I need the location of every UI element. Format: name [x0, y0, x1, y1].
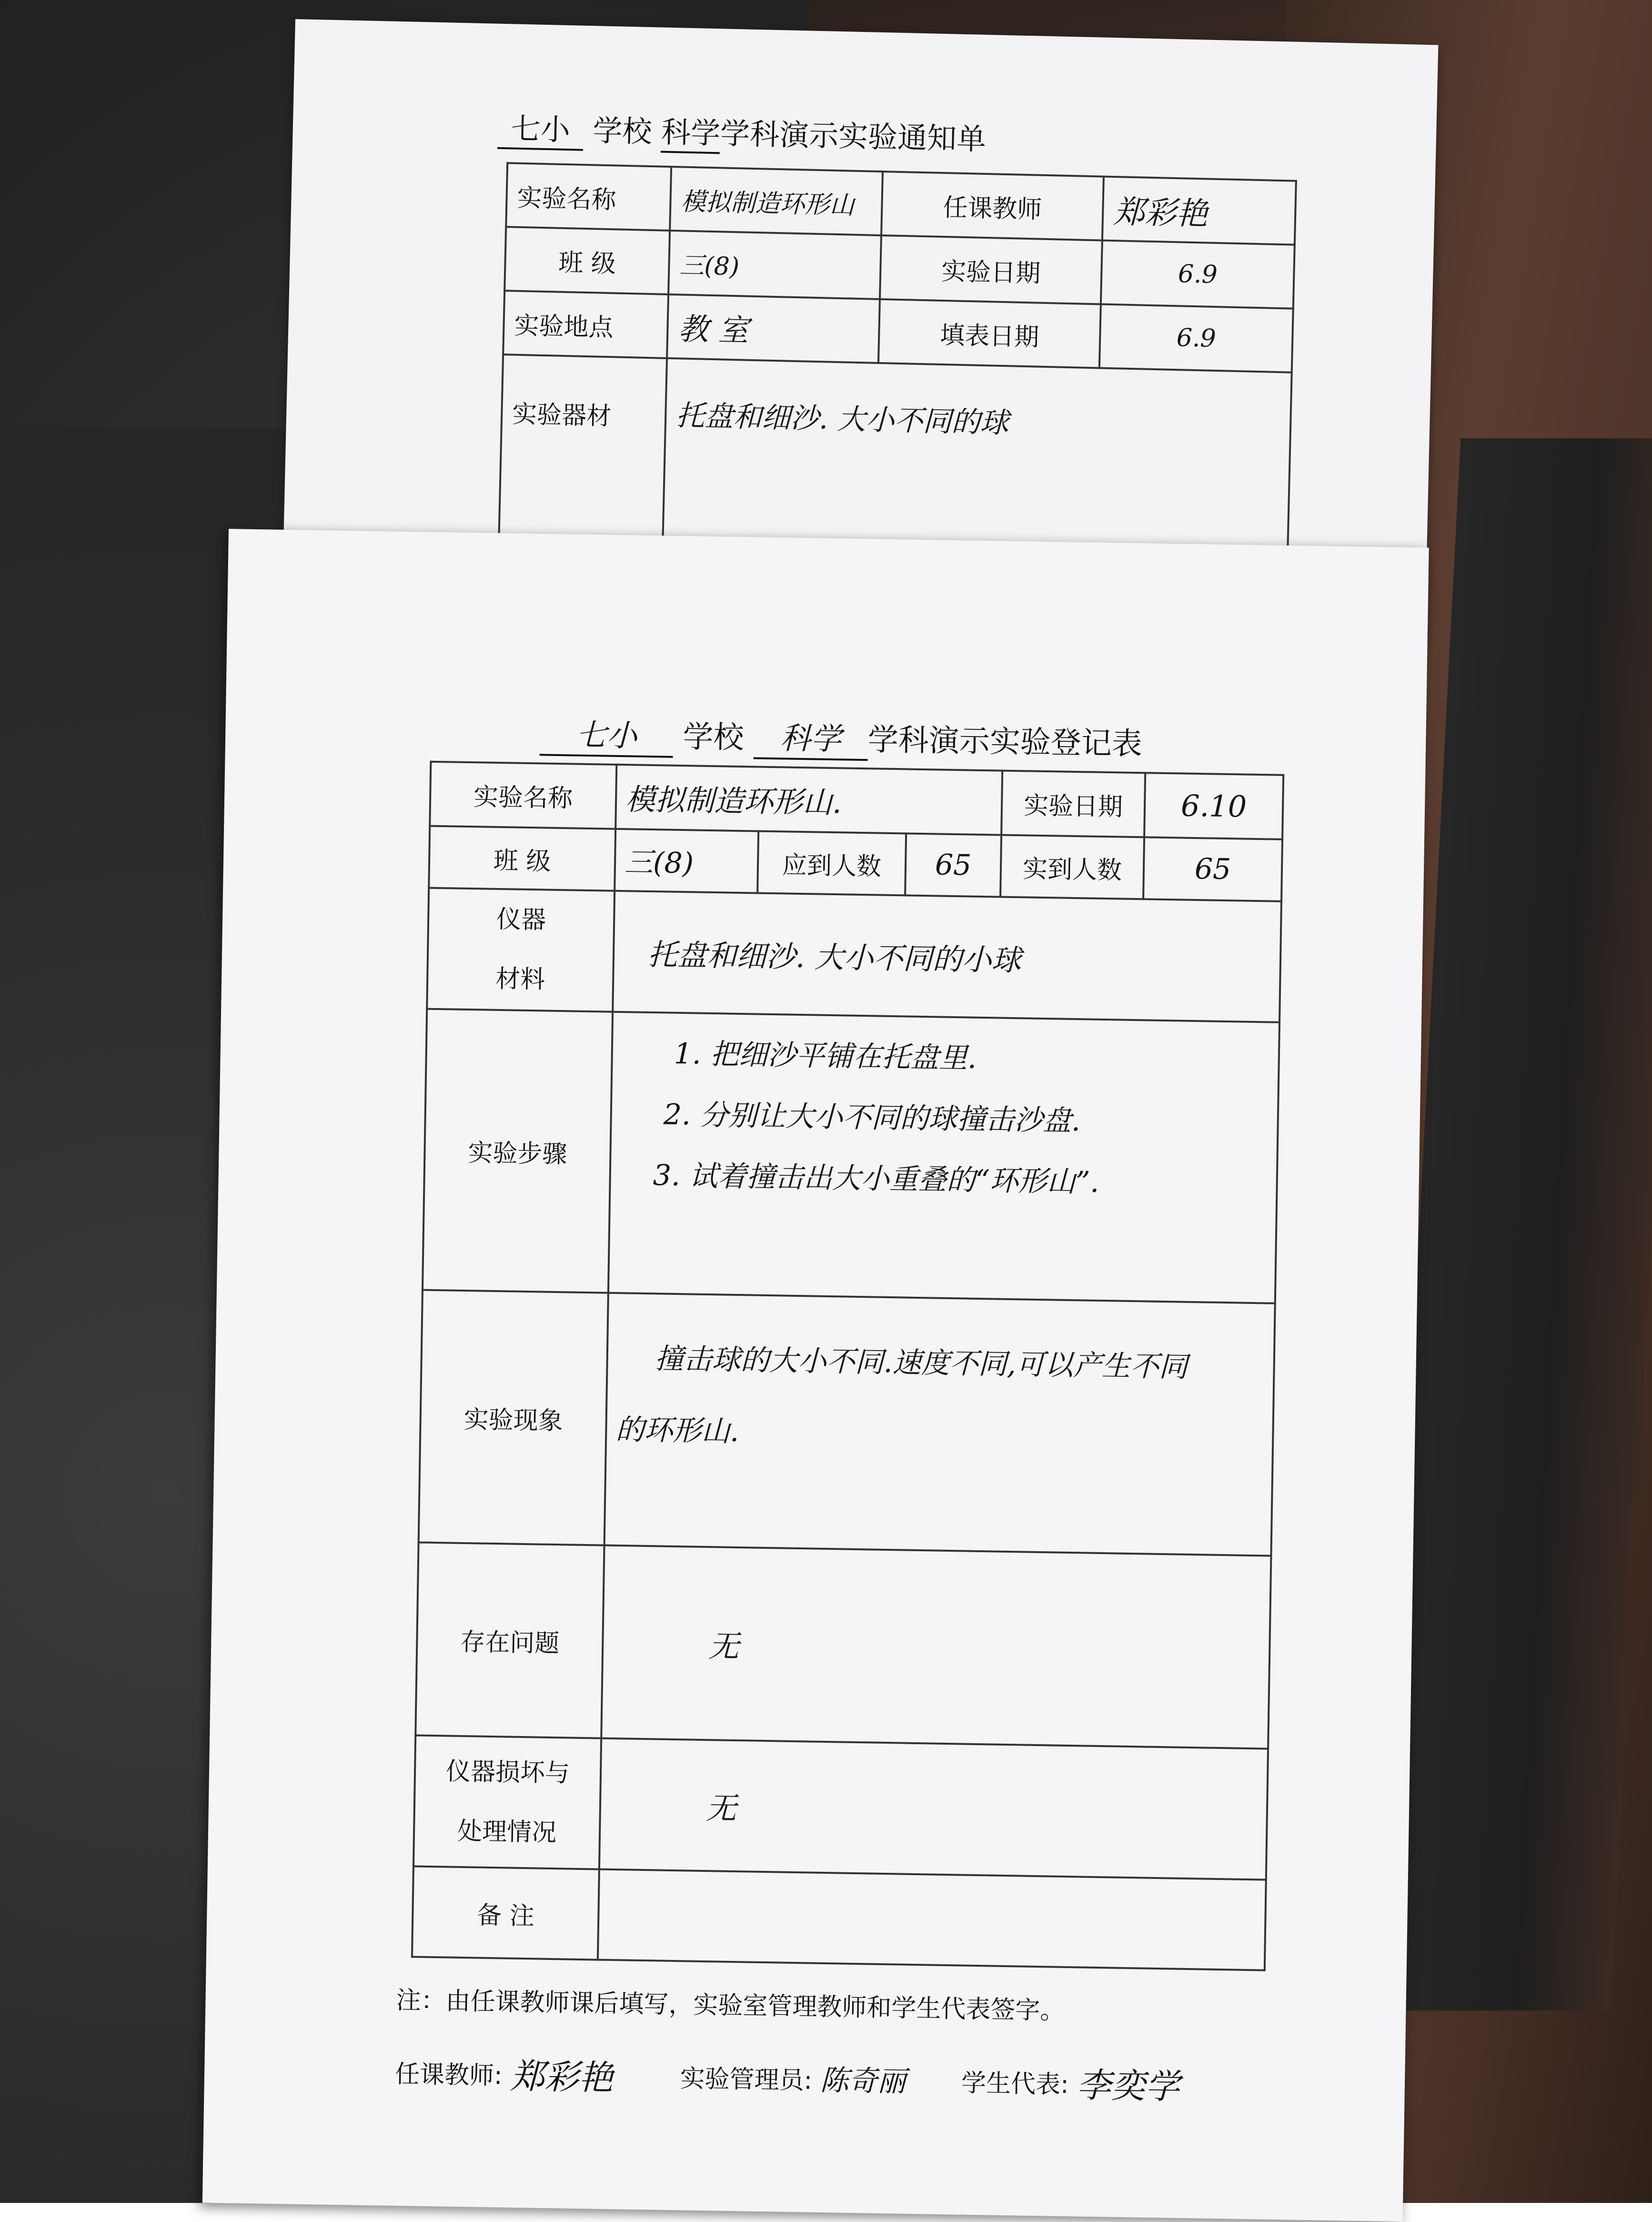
register-school-fill: 七小 [540, 710, 674, 758]
register-remarks-value [598, 1869, 1266, 1970]
notice-name-value: 模拟制造环形山 [670, 167, 883, 235]
register-instr-label-2: 材料 [495, 964, 545, 994]
register-steps-label: 实验步骤 [423, 1009, 613, 1293]
teacher-signature: 郑彩艳 [510, 2056, 614, 2098]
register-note: 注：由任课教师课后填写，实验室管理教师和学生代表签字。 [396, 1986, 1065, 2025]
notice-table [497, 162, 1297, 594]
register-step-2: 2. 分别让大小不同的球撞击沙盘. [663, 1098, 1081, 1138]
register-instr-label-1: 仪器 [496, 905, 546, 935]
register-school-label: 学校 [683, 719, 745, 756]
admin-label: 实验管理员: [680, 2064, 813, 2095]
register-instr-label [427, 888, 614, 1012]
register-phenomenon-line1: 撞击球的大小不同.速度不同,可以产生不同 [655, 1342, 1188, 1384]
register-step-3: 3. 试着撞击出大小重叠的“环形山”. [653, 1159, 1099, 1199]
student-label: 学生代表: [961, 2069, 1069, 2099]
notice-exp-date-value: 6.9 [1101, 241, 1295, 309]
admin-signature: 陈奇丽 [820, 2063, 907, 2099]
register-actual-label: 实到人数 [1000, 835, 1144, 899]
signature-row [394, 2047, 1348, 2128]
register-damage-label-1: 仪器损坏与 [445, 1757, 570, 1788]
register-actual-value: 65 [1143, 837, 1282, 901]
notice-school-label: 学校 [592, 113, 653, 150]
register-instr-value: 托盘和细沙. 大小不同的小球 [613, 891, 1281, 1022]
notice-teacher-label: 任课教师 [881, 172, 1104, 240]
register-damage-label-2: 处理情况 [457, 1817, 557, 1847]
register-class-value: 三(8) [614, 829, 758, 893]
notice-subject-label: 学科演示实验通知单 [720, 116, 987, 157]
register-date-value: 6.10 [1144, 773, 1283, 839]
register-phenomenon-line2: 的环形山. [615, 1413, 739, 1449]
register-remarks-label: 备 注 [412, 1866, 599, 1959]
register-damage-value: 无 [599, 1738, 1268, 1880]
notice-equip-label: 实验器材 [498, 354, 667, 579]
register-phenomenon-cell [604, 1293, 1275, 1556]
notice-teacher-value: 郑彩艳 [1102, 177, 1296, 245]
register-damage-label [413, 1735, 601, 1869]
teacher-sig-label: 任课教师: [394, 2060, 503, 2090]
register-subject-fill: 科学 [753, 713, 868, 761]
register-expected-label: 应到人数 [757, 831, 906, 896]
notice-class-value: 三(8) [668, 231, 881, 299]
register-step-1: 1. 把细沙平铺在托盘里. [674, 1037, 977, 1075]
register-sheet [202, 529, 1429, 2222]
notice-school-fill: 七小 [497, 105, 584, 151]
notice-fill-date-label: 填表日期 [878, 299, 1101, 368]
notice-place-value: 教 室 [667, 294, 880, 363]
notice-equip-value: 托盘和细沙. 大小不同的球 [662, 358, 1292, 594]
register-subject-label: 学科演示实验登记表 [867, 722, 1143, 762]
notice-fill-date-value: 6.9 [1099, 304, 1293, 373]
notice-class-label: 班 级 [504, 227, 670, 294]
register-table [411, 761, 1284, 1971]
notice-subject-fill: 科学 [661, 109, 721, 154]
register-problems-label: 存在问题 [415, 1543, 604, 1738]
register-name-label: 实验名称 [430, 762, 616, 829]
register-class-label: 班 级 [429, 826, 615, 891]
notice-name-label: 实验名称 [506, 163, 671, 231]
register-date-label: 实验日期 [1001, 771, 1145, 838]
register-steps-cell [608, 1012, 1279, 1303]
student-signature: 李奕学 [1076, 2065, 1180, 2107]
notice-title [497, 105, 1213, 173]
register-expected-value: 65 [905, 833, 1001, 897]
notice-exp-date-label: 实验日期 [880, 235, 1102, 304]
register-name-value: 模拟制造环形山. [615, 765, 1002, 835]
notice-place-label: 实验地点 [503, 291, 668, 358]
register-phenomenon-label: 实验现象 [419, 1290, 608, 1545]
register-problems-value: 无 [601, 1545, 1271, 1749]
